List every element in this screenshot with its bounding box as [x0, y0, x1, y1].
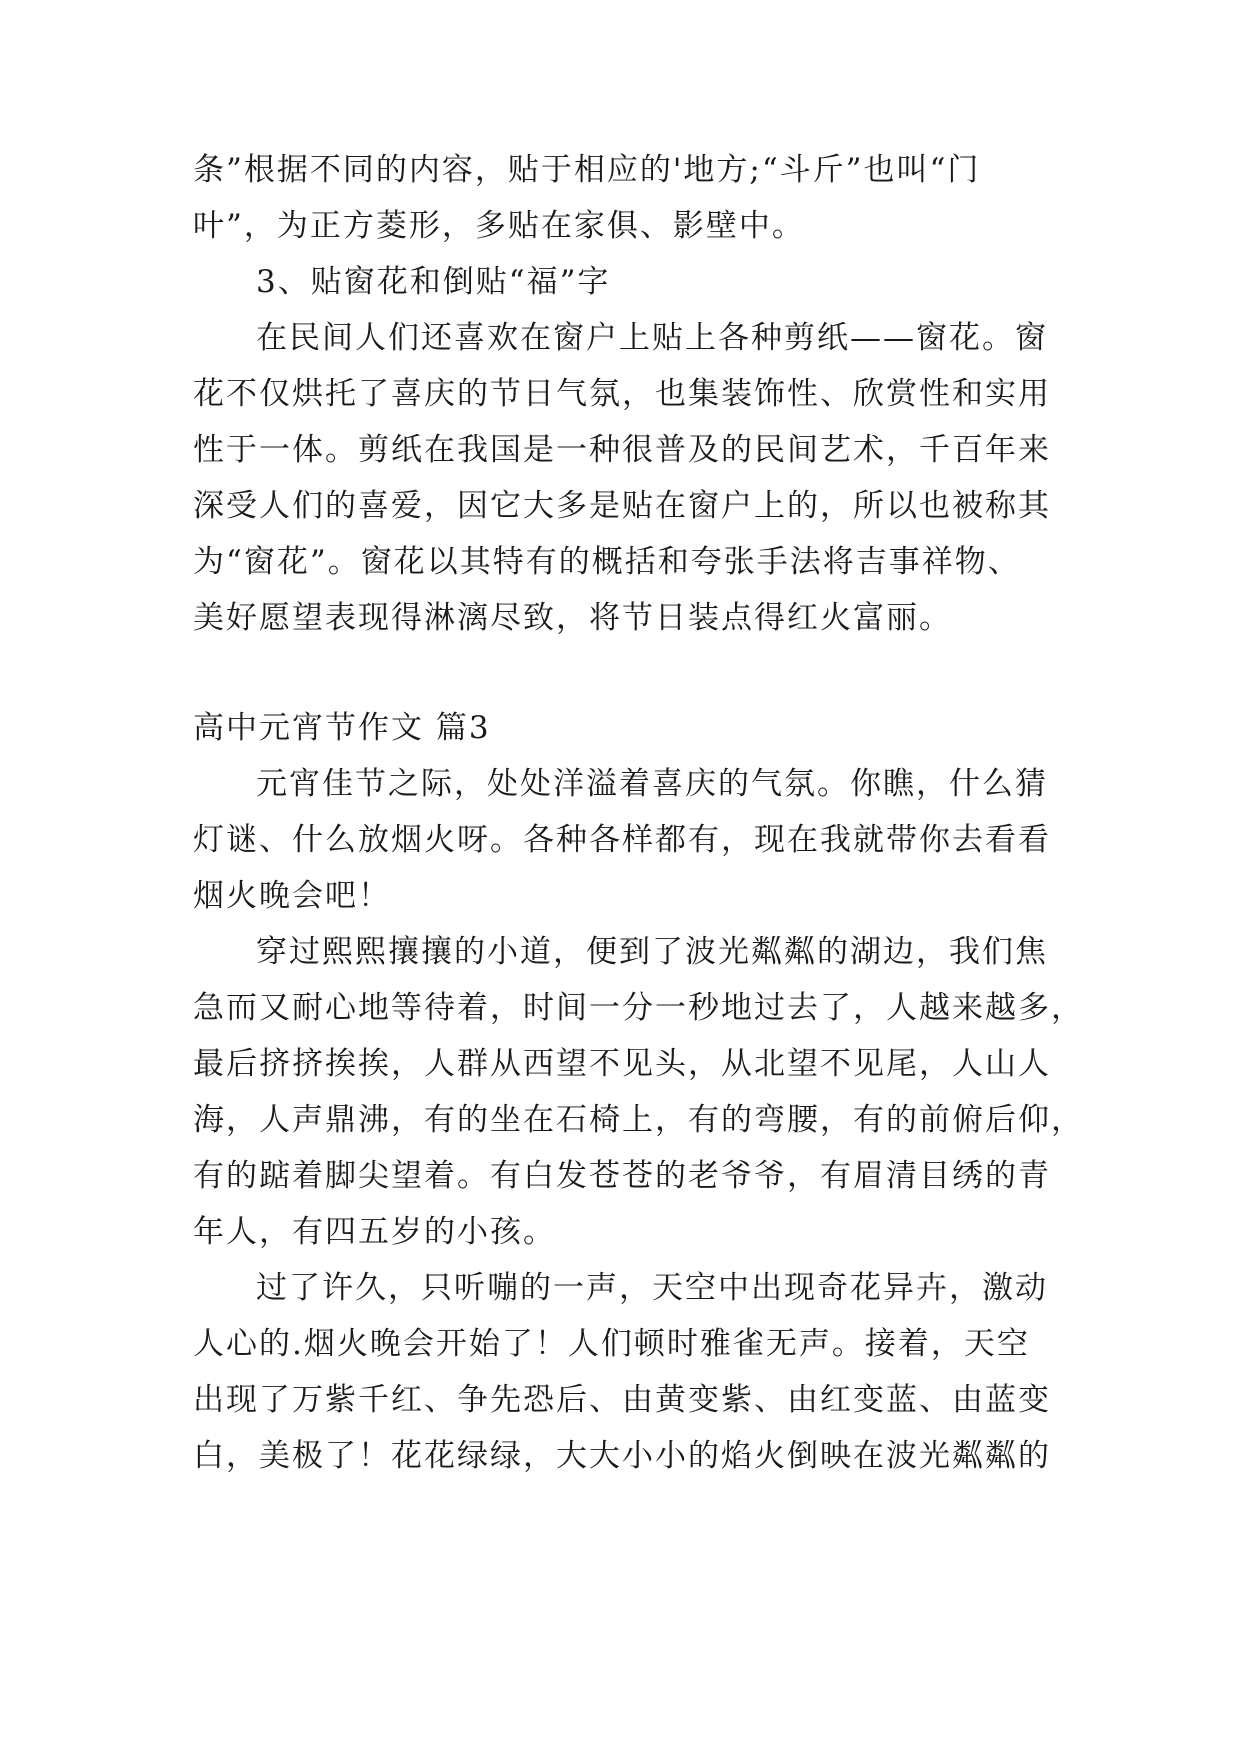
text-line: 最后挤挤挨挨，人群从西望不见头，从北望不见尾，人山人	[193, 1046, 1051, 1082]
text-line: 条”根据不同的内容，贴于相应的'地方;“斗斤”也叫“门	[193, 152, 981, 188]
text-line: 出现了万紫千红、争先恐后、由黄变紫、由红变蓝、由蓝变	[193, 1382, 1051, 1418]
text-line: 叶”，为正方菱形，多贴在家俱、影壁中。	[193, 208, 805, 244]
text-line: 性于一体。剪纸在我国是一种很普及的民间艺术，千百年来	[193, 432, 1051, 468]
text-line: 为“窗花”。窗花以其特有的概括和夸张手法将吉事祥物、	[193, 544, 1021, 580]
text-line: 有的踮着脚尖望着。有白发苍苍的老爷爷，有眉清目绣的青	[193, 1158, 1051, 1194]
article-heading: 高中元宵节作文 篇3	[193, 710, 491, 746]
text-line: 海，人声鼎沸，有的坐在石椅上，有的弯腰，有的前俯后仰，	[193, 1102, 1084, 1138]
text-line: 元宵佳节之际，处处洋溢着喜庆的气氛。你瞧，什么猜	[256, 766, 1048, 802]
text-line: 穿过熙熙攘攘的小道，便到了波光粼粼的湖边，我们焦	[256, 934, 1048, 970]
text-line: 过了许久，只听嘣的一声，天空中出现奇花异卉，激动	[256, 1270, 1048, 1306]
text-line: 急而又耐心地等待着，时间一分一秒地过去了，人越来越多，	[193, 990, 1084, 1026]
text-line: 烟火晚会吧！	[193, 878, 391, 914]
text-line: 深受人们的喜爱，因它大多是贴在窗户上的，所以也被称其	[193, 488, 1051, 524]
section-subheading: 3、贴窗花和倒贴“福”字	[256, 264, 611, 300]
text-line: 人心的.烟火晚会开始了！人们顿时雅雀无声。接着，天空	[193, 1326, 1030, 1362]
text-line: 年人，有四五岁的小孩。	[193, 1214, 556, 1250]
text-line: 花不仅烘托了喜庆的节日气氛，也集装饰性、欣赏性和实用	[193, 376, 1051, 412]
text-line: 白，美极了！花花绿绿，大大小小的焰火倒映在波光粼粼的	[193, 1438, 1051, 1474]
text-line: 在民间人们还喜欢在窗户上贴上各种剪纸——窗花。窗	[256, 320, 1048, 356]
text-line: 美好愿望表现得淋漓尽致，将节日装点得红火富丽。	[193, 600, 952, 636]
text-line: 灯谜、什么放烟火呀。各种各样都有，现在我就带你去看看	[193, 822, 1051, 858]
